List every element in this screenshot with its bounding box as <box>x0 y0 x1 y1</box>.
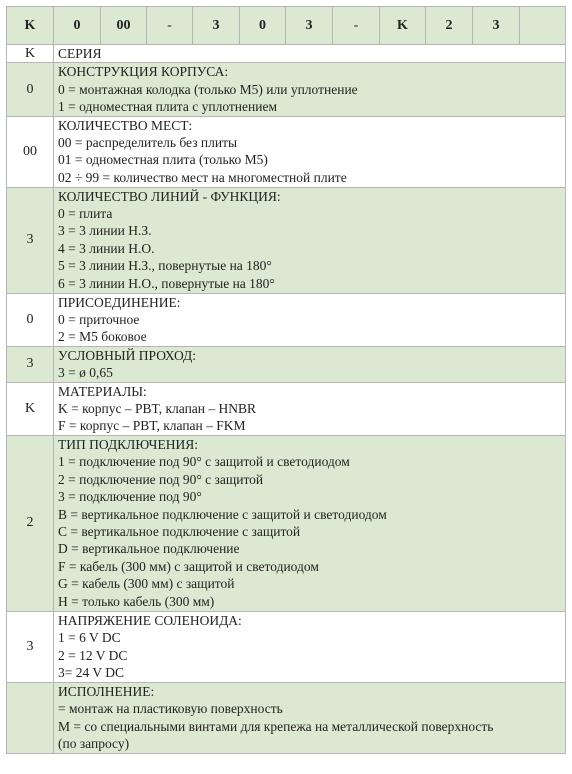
option-line: 3 = подключение под 90° <box>58 489 202 505</box>
option-line: 3= 24 V DC <box>58 665 125 681</box>
option-line: 1 = 6 V DC <box>58 630 121 646</box>
spec-row-nominal-bore <box>7 346 566 382</box>
row-title: СЕРИЯ <box>58 46 102 61</box>
code-cell-connector: 2 <box>426 7 473 45</box>
row-title: КОЛИЧЕСТВО ЛИНИЙ - ФУНКЦИЯ: <box>58 188 281 204</box>
option-line: 0 = монтажная колодка (только М5) или уплотнение <box>58 81 358 97</box>
row-description <box>54 682 566 753</box>
option-line: 6 = 3 линии Н.О., повернутые на 180° <box>58 275 275 291</box>
option-line: C = вертикальное подключение с защитой <box>58 523 301 539</box>
option-line: B = вертикальное подключение с защитой и светодиодом <box>58 506 387 522</box>
row-title: ИСПОЛНЕНИЕ: <box>58 683 155 699</box>
spec-row-solenoid-voltage <box>7 611 566 682</box>
ordering-code-table <box>6 6 566 754</box>
option-line: 5 = 3 линии Н.З., повернутые на 180° <box>58 258 272 274</box>
spec-row-number-of-places <box>7 116 566 187</box>
code-cell-places: 00 <box>101 7 147 45</box>
spec-row-series <box>7 45 566 63</box>
row-code <box>7 682 54 753</box>
row-code: 3 <box>7 346 54 382</box>
spec-row-materials <box>7 382 566 435</box>
option-line: 4 = 3 линии Н.О. <box>58 240 155 256</box>
option-line: F = кабель (300 мм) с защитой и светодиодом <box>58 558 319 574</box>
option-line: H = только кабель (300 мм) <box>58 593 215 609</box>
spec-row-connector-type <box>7 435 566 611</box>
spec-row-connection <box>7 293 566 346</box>
option-line: 0 = плита <box>58 206 113 222</box>
row-code: 3 <box>7 187 54 293</box>
row-title: КОЛИЧЕСТВО МЕСТ: <box>58 117 193 133</box>
code-cell-separator: - <box>147 7 193 45</box>
row-code: K <box>7 382 54 435</box>
option-line: (по запросу) <box>58 736 130 752</box>
spec-row-body-construction <box>7 63 566 116</box>
option-line: K = корпус – PBT, клапан – HNBR <box>58 401 257 417</box>
spec-table-container <box>6 6 565 754</box>
row-description <box>54 382 566 435</box>
option-line: 1 = одноместная плита с уплотнением <box>58 99 277 115</box>
option-line: 2 = М5 боковое <box>58 329 147 345</box>
option-line: G = кабель (300 мм) с защитой <box>58 576 235 592</box>
option-line: 00 = распределитель без плиты <box>58 135 238 151</box>
code-cell-connection: 0 <box>240 7 286 45</box>
row-code: K <box>7 45 54 63</box>
row-title: ПРИСОЕДИНЕНИЕ: <box>58 294 181 310</box>
option-line: 2 = подключение под 90° с защитой <box>58 471 264 487</box>
row-title: НАПРЯЖЕНИЕ СОЛЕНОИДА: <box>58 612 242 628</box>
row-code: 0 <box>7 293 54 346</box>
option-line: 01 = одноместная плита (только М5) <box>58 152 268 168</box>
row-description <box>54 346 566 382</box>
code-cell-series: K <box>7 7 54 45</box>
option-line: 0 = приточное <box>58 312 140 328</box>
option-line: M = со специальными винтами для крепежа на металлической поверхность <box>58 718 494 734</box>
row-description <box>54 45 566 63</box>
row-description <box>54 435 566 611</box>
row-description <box>54 187 566 293</box>
row-code: 0 <box>7 63 54 116</box>
row-title: ТИП ПОДКЛЮЧЕНИЯ: <box>58 436 198 452</box>
option-line: = монтаж на пластиковую поверхность <box>58 701 283 717</box>
code-cell-version <box>520 7 566 45</box>
option-line: F = корпус – PBT, клапан – FKM <box>58 418 246 434</box>
code-header-row <box>7 7 566 45</box>
option-line: 3 = 3 линии Н.З. <box>58 223 152 239</box>
row-code: 00 <box>7 116 54 187</box>
code-cell-function: 3 <box>193 7 240 45</box>
option-line: 3 = ø 0,65 <box>58 365 113 381</box>
option-line: 1 = подключение под 90° с защитой и светодиодом <box>58 454 350 470</box>
code-cell-voltage: 3 <box>473 7 520 45</box>
option-line: 2 = 12 V DC <box>58 647 128 663</box>
code-cell-separator: - <box>333 7 380 45</box>
spec-row-version <box>7 682 566 753</box>
row-code: 2 <box>7 435 54 611</box>
row-description <box>54 63 566 116</box>
option-line: 02 ÷ 99 = количество мест на многоместной плите <box>58 169 347 185</box>
row-code: 3 <box>7 611 54 682</box>
row-title: КОНСТРУКЦИЯ КОРПУСА: <box>58 64 229 80</box>
option-line: D = вертикальное подключение <box>58 541 240 557</box>
row-description <box>54 116 566 187</box>
code-cell-body: 0 <box>54 7 101 45</box>
row-description <box>54 293 566 346</box>
code-cell-diameter: 3 <box>286 7 333 45</box>
row-description <box>54 611 566 682</box>
row-title: УСЛОВНЫЙ ПРОХОД: <box>58 347 196 363</box>
spec-row-lines-function <box>7 187 566 293</box>
code-cell-materials: K <box>380 7 426 45</box>
row-title: МАТЕРИАЛЫ: <box>58 383 147 399</box>
